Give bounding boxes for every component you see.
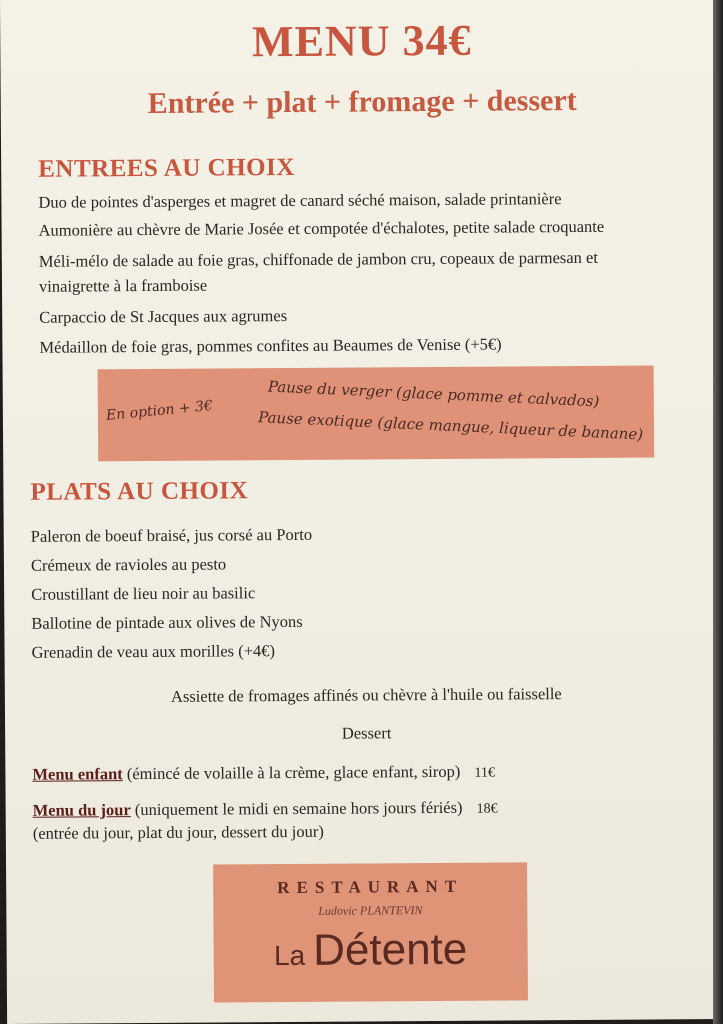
plat-item: Grenadin de veau aux morilles (+4€) (31, 641, 276, 662)
entree-item: Aumonière au chèvre de Marie Josée et compotée d'échalotes, petite salade croquante (38, 216, 605, 240)
menu-title: MENU 34€ (251, 15, 472, 67)
plat-item: Paleron de boeuf braisé, jus corsé au Porto (30, 524, 313, 546)
fromage-line: Assiette de fromages affinés ou chèvre à l'huile ou faisselle (170, 684, 562, 706)
logo-chef-name: Ludovic PLANTEVIN (318, 903, 423, 918)
plat-item: Ballotine de pintade aux olives de Nyons (31, 611, 303, 633)
entree-item: Carpaccio de St Jacques aux agrumes (39, 306, 288, 327)
menu-enfant-desc: (émincé de volaille à la crème, glace enfant, sirop) (126, 761, 461, 784)
option-line-exotique: Pause exotique (glace mangue, liqueur de banane) (257, 408, 644, 444)
background-edge (713, 0, 723, 1024)
plat-item: Croustillant de lieu noir au basilic (31, 583, 256, 604)
plat-item: Crémeux de ravioles au pesto (30, 554, 227, 575)
menu-enfant-line (32, 760, 495, 789)
logo-detente: Détente (312, 924, 468, 975)
menu-enfant-price: 11€ (474, 765, 495, 781)
menu-enfant-label: Menu enfant (32, 764, 123, 784)
entree-item: Méli-mélo de salade au foie gras, chiffonade de jambon cru, copeaux de parmesan et (38, 247, 598, 271)
menu-jour-label: Menu du jour (32, 800, 131, 820)
entree-item: vinaigrette à la framboise (38, 275, 208, 296)
menu-jour-price: 18€ (476, 801, 498, 817)
logo-restaurant-text: RESTAURANT (277, 876, 464, 898)
logo-restaurant-name (213, 924, 527, 976)
menu-jour-desc: (uniquement le midi en semaine hors jours fériés) (134, 797, 463, 820)
plats-heading: PLATS AU CHOIX (30, 477, 249, 506)
restaurant-logo (213, 862, 528, 1002)
logo-la: La (273, 939, 306, 972)
dessert-line: Dessert (341, 723, 392, 743)
option-box (98, 365, 655, 461)
entree-item: Duo de pointes d'asperges et magret de canard séché maison, salade printanière (38, 189, 562, 212)
menu-jour-detail: (entrée du jour, plat du jour, dessert du jour) (32, 821, 324, 843)
option-line-verger: Pause du verger (glace pomme et calvados) (267, 377, 600, 411)
entrees-heading: ENTREES AU CHOIX (38, 153, 295, 183)
option-label: En option + 3€ (105, 397, 214, 424)
menu-subtitle: Entrée + plat + fromage + dessert (147, 83, 577, 120)
entree-item: Médaillon de foie gras, pommes confites au Beaumes de Venise (+5€) (39, 334, 502, 357)
